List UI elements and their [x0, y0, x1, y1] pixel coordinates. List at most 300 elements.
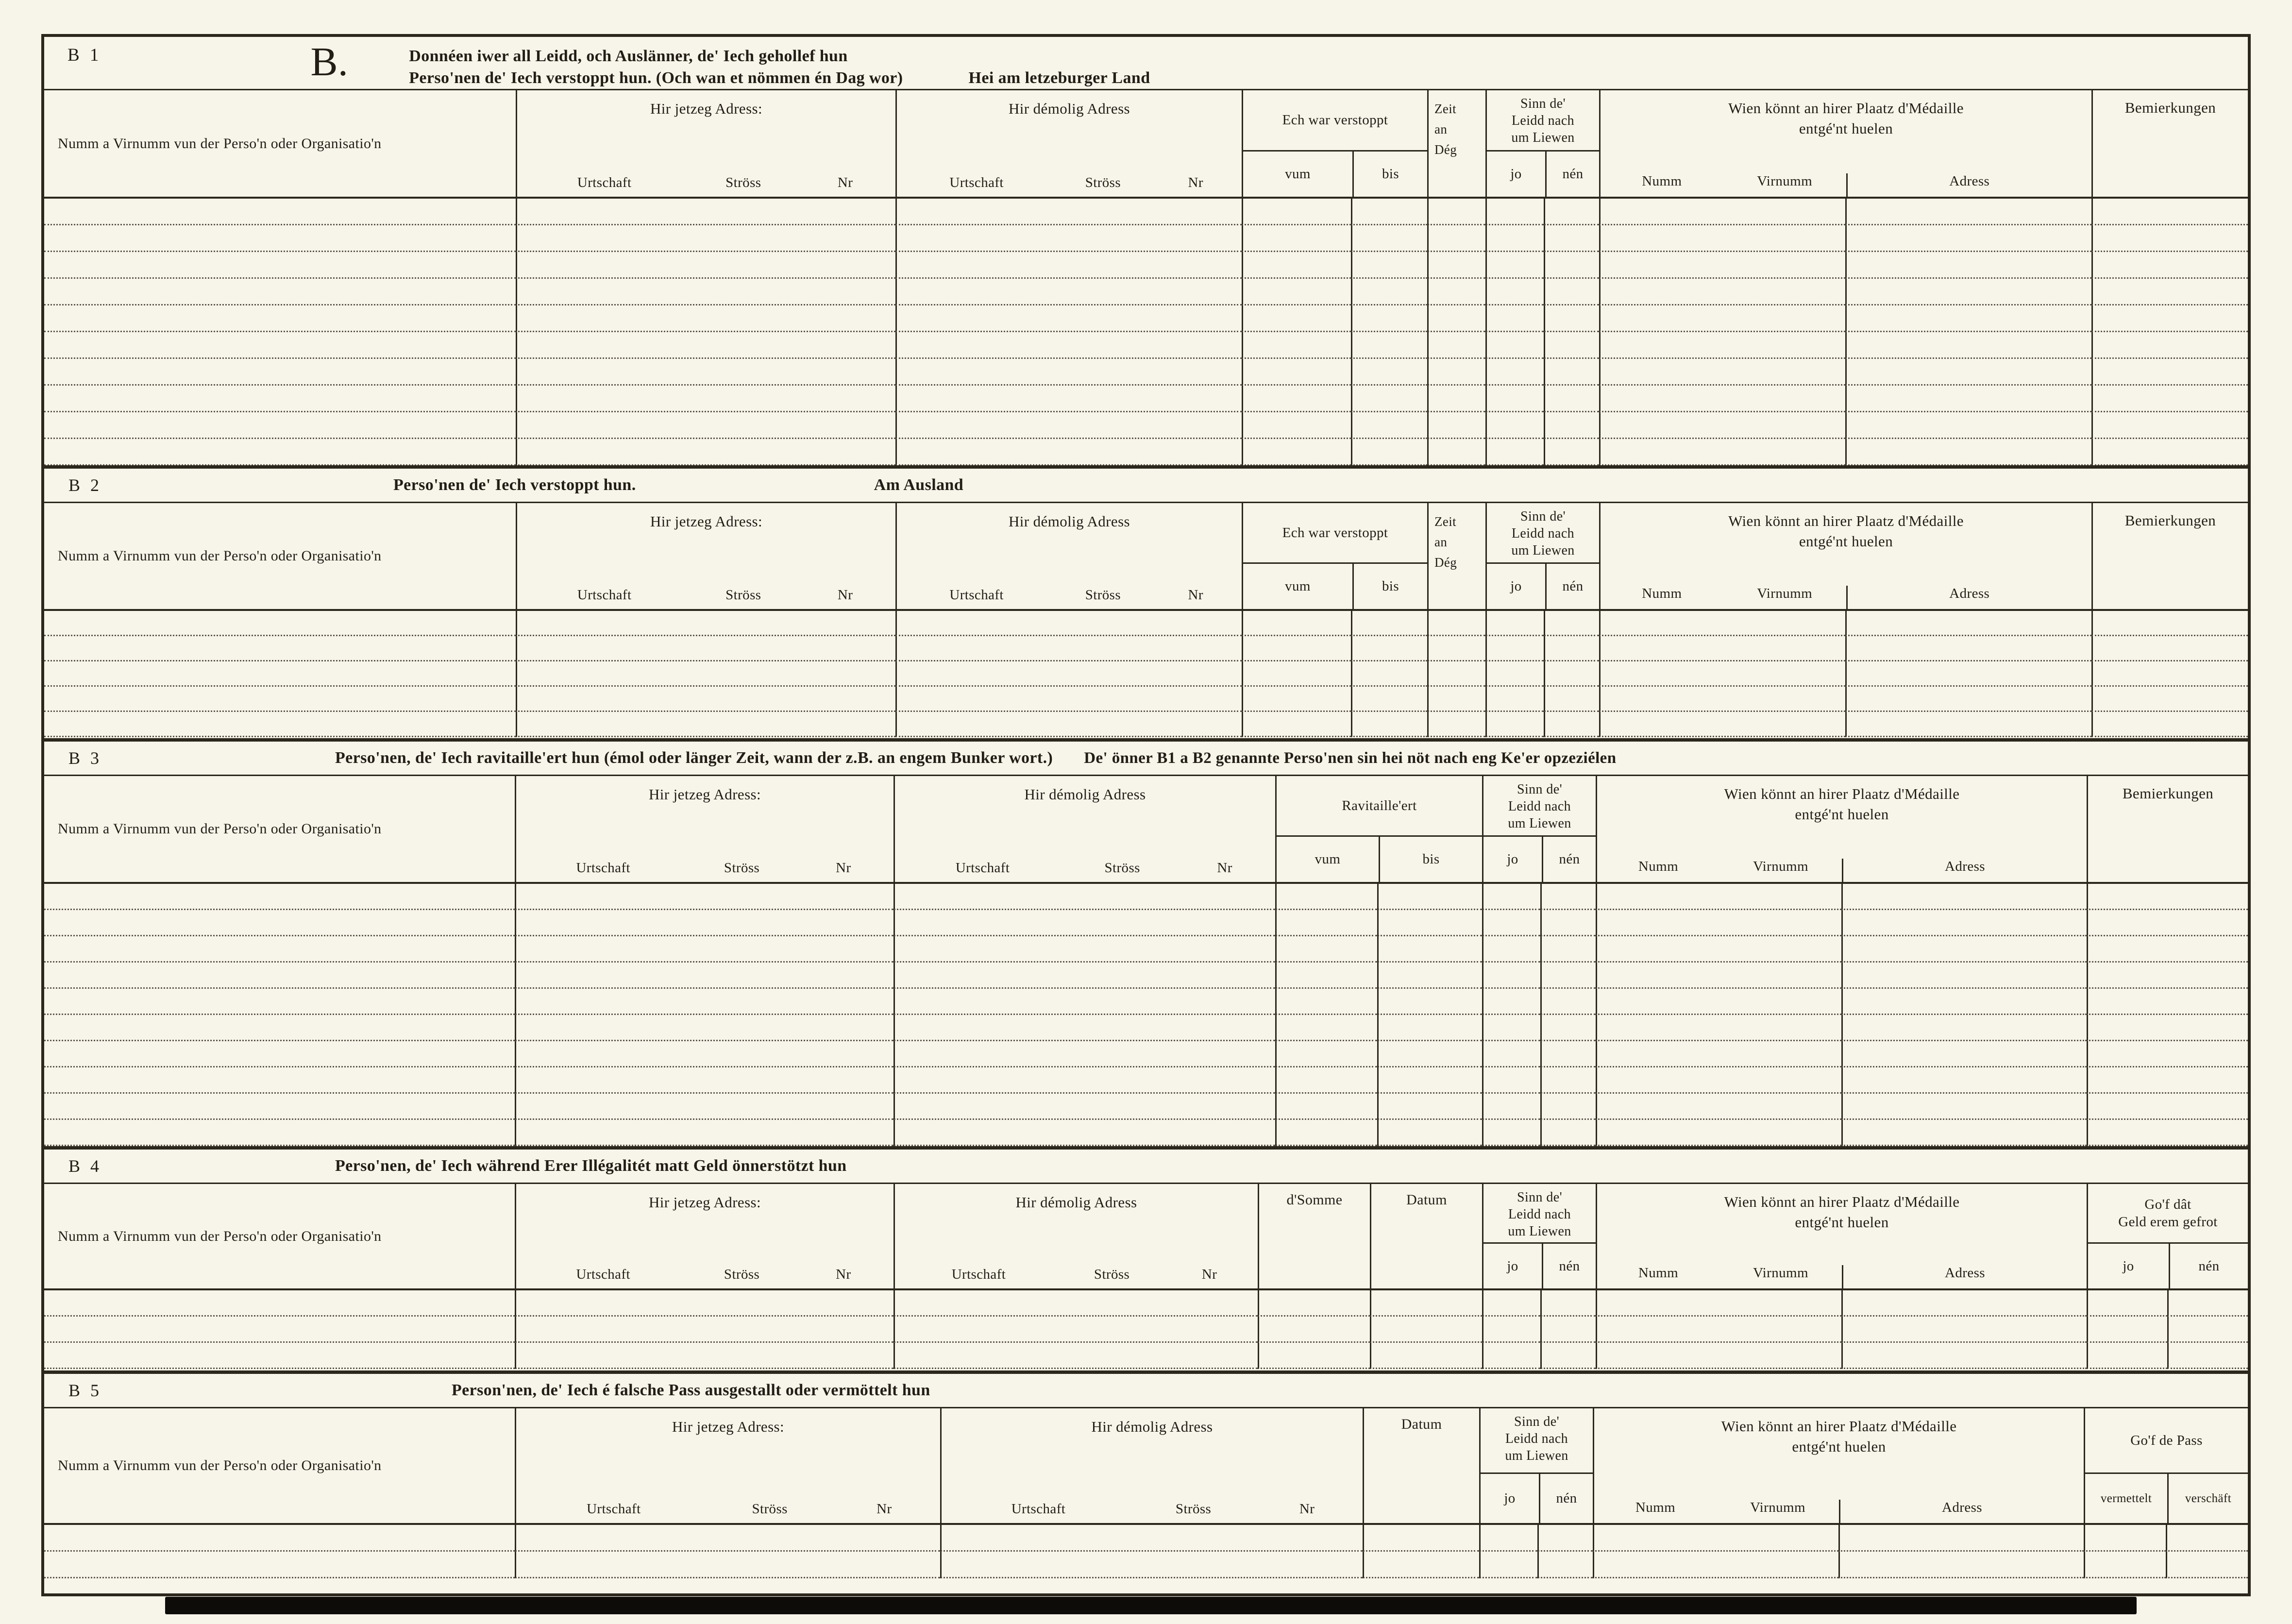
- cell-jo: [1485, 279, 1544, 305]
- sub-label-nr: Nr: [1201, 1267, 1217, 1282]
- cell-nen: [1544, 412, 1599, 439]
- sub-label-urtschaft: Urtschaft: [576, 860, 630, 876]
- b4-title-strip: [44, 1146, 2248, 1184]
- sub-label-adress: Adress: [1942, 1500, 1982, 1515]
- cell-bis: [1351, 712, 1427, 737]
- cell-jetzeg-adress: [516, 199, 895, 225]
- cell-wien-numm-virnumm: [1599, 386, 1845, 412]
- cell-wien-adress: [1845, 611, 2091, 636]
- cell-bis: [1351, 252, 1427, 279]
- sub-label-urtschaft: Urtschaft: [955, 860, 1010, 876]
- table-row: [44, 910, 2248, 936]
- cell-gof-jo: [2087, 1317, 2167, 1343]
- table-row: [44, 1343, 2248, 1369]
- cell-jo: [1485, 611, 1544, 636]
- cell-jo: [1485, 636, 1544, 661]
- sub-label-virnumm: Virnumm: [1753, 859, 1808, 874]
- cell-nen: [1544, 661, 1599, 687]
- cell-wien-numm-virnumm: [1599, 687, 1845, 712]
- cell-jo: [1482, 963, 1540, 989]
- column-header-wien-medaille: [1599, 90, 2091, 197]
- cell-wien-adress: [1841, 1317, 2087, 1343]
- cell-vum: [1275, 1041, 1377, 1067]
- cell-nen: [1540, 1343, 1596, 1369]
- cell-wien-numm-virnumm: [1599, 412, 1845, 439]
- cell-bis: [1351, 636, 1427, 661]
- cell-demolig-adress: [895, 712, 1242, 737]
- table-row: [44, 412, 2248, 439]
- cell-vum: [1275, 910, 1377, 936]
- demolig-adress-label: Hir démolig Adress: [1008, 513, 1130, 530]
- cell-zeit: [1427, 252, 1485, 279]
- table-row: [44, 1015, 2248, 1041]
- cell-name: [44, 332, 516, 359]
- sub-label-urtschaft: Urtschaft: [1011, 1501, 1066, 1517]
- jetzeg-sub-labels: [520, 1501, 936, 1517]
- column-header-sinn-leidd: [1479, 1408, 1593, 1523]
- cell-jetzeg-adress: [515, 884, 893, 910]
- sub-label-stross: Ströss: [752, 1501, 788, 1517]
- sub-label-vum: vum: [1315, 851, 1341, 867]
- cell-datum: [1370, 1317, 1482, 1343]
- sub-label-verschaft: verschäft: [2167, 1474, 2248, 1523]
- sinn-line3: um Liewen: [1508, 1224, 1571, 1239]
- jetzeg-sub-labels: [520, 1267, 890, 1283]
- cell-wien-adress: [1841, 1120, 2087, 1146]
- sub-label-adress: Adress: [1949, 173, 1990, 189]
- cell-wien-adress: [1845, 252, 2091, 279]
- wien-left-half: [1601, 586, 1846, 609]
- sub-label-jo: jo: [1504, 1490, 1516, 1506]
- jo-nen-row: [1487, 150, 1599, 197]
- b2-title: Perso'nen de' Iech verstoppt hun.: [393, 476, 636, 494]
- sub-label-nen: nén: [1542, 837, 1596, 882]
- cell-bemierkungen: [2091, 305, 2248, 332]
- wien-line1: Wien könnt an hirer Plaatz d'Médaille: [1724, 785, 1960, 802]
- sinn-line1: Sinn de': [1514, 1414, 1560, 1429]
- sub-label-jo: jo: [2123, 1258, 2134, 1274]
- wien-sub-labels: [1597, 859, 2087, 882]
- wien-left-half: [1597, 1265, 1842, 1288]
- column-header-name: [44, 776, 515, 882]
- cell-jo: [1482, 936, 1540, 963]
- cell-bis: [1351, 332, 1427, 359]
- b2-subtitle: Am Ausland: [874, 476, 964, 494]
- cell-jo: [1482, 1015, 1540, 1041]
- cell-jetzeg-adress: [516, 661, 895, 687]
- cell-wien-adress: [1845, 687, 2091, 712]
- scan-edge-bar: [165, 1597, 2137, 1614]
- cell-pass-verschaft: [2166, 1552, 2248, 1578]
- table-row: [44, 611, 2248, 636]
- sub-label-nen: nén: [1545, 564, 1599, 609]
- cell-wien-adress: [1838, 1552, 2084, 1578]
- wien-line2: entgé'nt huelen: [1799, 119, 1893, 137]
- cell-bemierkungen: [2087, 936, 2248, 963]
- sub-label-bis: bis: [1352, 152, 1427, 197]
- cell-name: [44, 1120, 515, 1146]
- cell-vum: [1242, 199, 1351, 225]
- cell-wien-numm-virnumm: [1599, 661, 1845, 687]
- cell-wien-adress: [1841, 1290, 2087, 1317]
- cell-bemierkungen: [2091, 225, 2248, 252]
- cell-jetzeg-adress: [515, 1525, 940, 1552]
- cell-jetzeg-adress: [516, 305, 895, 332]
- column-header-demolig-adress: [895, 90, 1242, 197]
- zeit-label-line3: Dég: [1434, 555, 1457, 570]
- sub-label-vum: vum: [1285, 578, 1311, 594]
- table-row: [44, 1094, 2248, 1120]
- cell-bis: [1351, 279, 1427, 305]
- cell-nen: [1544, 439, 1599, 465]
- cell-bemierkungen: [2091, 412, 2248, 439]
- sub-label-nr: Nr: [837, 175, 853, 190]
- cell-wien-adress: [1845, 636, 2091, 661]
- sinn-line2: Leidd nach: [1508, 799, 1571, 814]
- verstoppt-label: Ech war verstoppt: [1282, 112, 1388, 128]
- sub-label-stross: Ströss: [1094, 1267, 1130, 1282]
- sub-label-stross: Ströss: [725, 175, 761, 190]
- cell-name: [44, 936, 515, 963]
- cell-vum: [1242, 439, 1351, 465]
- b4-section-id: B 4: [68, 1156, 102, 1176]
- cell-vum: [1275, 1094, 1377, 1120]
- table-row: [44, 884, 2248, 910]
- sub-label-urtschaft: Urtschaft: [949, 587, 1004, 603]
- table-row: [44, 1290, 2248, 1317]
- cell-zeit: [1427, 412, 1485, 439]
- section-b4: [44, 1146, 2248, 1370]
- sub-label-nen: nén: [1542, 1244, 1596, 1288]
- cell-wien-adress: [1841, 1067, 2087, 1094]
- cell-gof-nen: [2167, 1317, 2248, 1343]
- sinn-label: [1483, 776, 1596, 835]
- cell-bis: [1351, 687, 1427, 712]
- cell-demolig-adress: [895, 279, 1242, 305]
- column-header-gof-pass: [2084, 1408, 2248, 1523]
- sub-label-urtschaft: Urtschaft: [576, 1267, 630, 1282]
- cell-bis: [1377, 963, 1482, 989]
- cell-name: [44, 199, 516, 225]
- cell-datum: [1363, 1525, 1479, 1552]
- vum-bis-row: [1277, 835, 1482, 882]
- demolig-sub-labels: [899, 860, 1271, 876]
- column-header-zeit-an-deg: [1427, 503, 1485, 609]
- cell-zeit: [1427, 279, 1485, 305]
- cell-jo: [1482, 1094, 1540, 1120]
- b2-title-strip: [44, 465, 2248, 503]
- cell-jo: [1482, 989, 1540, 1015]
- column-header-datum: [1363, 1408, 1479, 1523]
- cell-wien-adress: [1845, 712, 2091, 737]
- demolig-adress-label: Hir démolig Adress: [1015, 1194, 1137, 1211]
- b1-big-letter: B.: [310, 39, 349, 85]
- ravitailleert-label: Ravitaille'ert: [1342, 797, 1417, 813]
- cell-gof-nen: [2167, 1343, 2248, 1369]
- cell-demolig-adress: [893, 936, 1275, 963]
- sinn-line3: um Liewen: [1505, 1448, 1568, 1463]
- cell-jetzeg-adress: [516, 386, 895, 412]
- cell-bis: [1377, 1041, 1482, 1067]
- cell-name: [44, 1067, 515, 1094]
- table-row: [44, 1041, 2248, 1067]
- cell-bemierkungen: [2091, 439, 2248, 465]
- sub-label-stross: Ströss: [724, 860, 760, 876]
- jo-nen-row: [1483, 835, 1596, 882]
- sinn-line1: Sinn de': [1517, 782, 1563, 797]
- jo-nen-row: [2088, 1242, 2248, 1288]
- b3-title-suffix: De' önner B1 a B2 genannte Perso'nen sin hei nöt nach eng Ke'er opzeziélen: [1084, 749, 1617, 767]
- sub-label-stross: Ströss: [1175, 1501, 1212, 1517]
- table-row: [44, 1552, 2248, 1578]
- cell-bemierkungen: [2091, 712, 2248, 737]
- cell-wien-numm-virnumm: [1596, 884, 1841, 910]
- name-col-label: Numm a Virnumm vun der Perso'n oder Organisatio'n: [58, 135, 382, 152]
- cell-nen: [1540, 1317, 1596, 1343]
- sub-label-nen: nén: [1545, 152, 1599, 197]
- jo-nen-row: [1481, 1472, 1593, 1523]
- somme-label: d'Somme: [1286, 1192, 1343, 1208]
- wien-right-half: [1842, 1265, 2087, 1288]
- cell-vum: [1242, 225, 1351, 252]
- cell-jetzeg-adress: [515, 1317, 893, 1343]
- cell-jetzeg-adress: [516, 359, 895, 386]
- sub-label-virnumm: Virnumm: [1757, 173, 1813, 189]
- cell-vum: [1242, 279, 1351, 305]
- cell-vum: [1275, 936, 1377, 963]
- demolig-sub-labels: [901, 587, 1238, 603]
- cell-demolig-adress: [895, 305, 1242, 332]
- cell-bemierkungen: [2091, 359, 2248, 386]
- b5-title: Person'nen, de' Iech é falsche Pass ausgestallt oder vermöttelt hun: [452, 1381, 930, 1399]
- sub-label-nr: Nr: [1299, 1501, 1315, 1517]
- wien-label: [1601, 503, 2091, 552]
- cell-wien-adress: [1841, 936, 2087, 963]
- column-header-jetzeg-adress: [515, 776, 893, 882]
- sub-label-urtschaft: Urtschaft: [577, 587, 632, 603]
- sub-label-stross: Ströss: [1085, 175, 1121, 190]
- cell-nen: [1544, 712, 1599, 737]
- cell-vum: [1242, 661, 1351, 687]
- b2-section-id: B 2: [68, 475, 102, 495]
- cell-wien-adress: [1845, 386, 2091, 412]
- column-header-sinn-leidd: [1485, 503, 1599, 609]
- b3-column-headers: [44, 776, 2248, 884]
- cell-nen: [1540, 963, 1596, 989]
- sub-label-urtschaft: Urtschaft: [587, 1501, 641, 1517]
- cell-name: [44, 279, 516, 305]
- cell-name: [44, 225, 516, 252]
- cell-jetzeg-adress: [516, 332, 895, 359]
- cell-nen: [1544, 636, 1599, 661]
- cell-bemierkungen: [2087, 1041, 2248, 1067]
- wien-sub-labels: [1601, 586, 2091, 609]
- column-header-jetzeg-adress: [516, 90, 895, 197]
- cell-bis: [1377, 936, 1482, 963]
- column-header-wien-medaille: [1596, 1184, 2087, 1288]
- b2-column-headers: [44, 503, 2248, 611]
- cell-name: [44, 910, 515, 936]
- cell-jetzeg-adress: [516, 279, 895, 305]
- table-row: [44, 225, 2248, 252]
- cell-jo: [1485, 225, 1544, 252]
- table-row: [44, 1317, 2248, 1343]
- cell-zeit: [1427, 439, 1485, 465]
- cell-jetzeg-adress: [516, 636, 895, 661]
- cell-wien-numm-virnumm: [1599, 305, 1845, 332]
- cell-jo: [1485, 332, 1544, 359]
- cell-wien-numm-virnumm: [1599, 279, 1845, 305]
- cell-wien-numm-virnumm: [1599, 252, 1845, 279]
- cell-nen: [1544, 386, 1599, 412]
- gof-pass-label: Go'f de Pass: [2130, 1432, 2203, 1448]
- cell-bis: [1377, 884, 1482, 910]
- cell-jo: [1485, 386, 1544, 412]
- cell-zeit: [1427, 712, 1485, 737]
- datum-label: Datum: [1401, 1416, 1442, 1432]
- wien-line1: Wien könnt an hirer Plaatz d'Médaille: [1724, 1193, 1960, 1210]
- cell-gof-jo: [2087, 1290, 2167, 1317]
- cell-nen: [1544, 359, 1599, 386]
- cell-jetzeg-adress: [515, 1015, 893, 1041]
- cell-demolig-adress: [895, 225, 1242, 252]
- cell-name: [44, 661, 516, 687]
- sinn-label: [1487, 503, 1599, 562]
- table-row: [44, 712, 2248, 737]
- column-header-name: [44, 90, 516, 197]
- cell-nen: [1540, 1067, 1596, 1094]
- cell-jetzeg-adress: [515, 1343, 893, 1369]
- cell-wien-numm-virnumm: [1599, 359, 1845, 386]
- cell-name: [44, 611, 516, 636]
- sub-label-nr: Nr: [836, 1267, 851, 1282]
- cell-wien-adress: [1845, 199, 2091, 225]
- cell-wien-numm-virnumm: [1596, 1317, 1841, 1343]
- cell-demolig-adress: [895, 412, 1242, 439]
- column-header-demolig-adress: [895, 503, 1242, 609]
- sub-label-jo: jo: [1507, 851, 1518, 867]
- cell-wien-numm-virnumm: [1596, 989, 1841, 1015]
- column-header-wien-medaille: [1596, 776, 2087, 882]
- cell-wien-adress: [1841, 989, 2087, 1015]
- cell-demolig-adress: [893, 884, 1275, 910]
- cell-bis: [1351, 412, 1427, 439]
- column-header-ech-war-verstoppt: [1242, 90, 1427, 197]
- cell-datum: [1370, 1290, 1482, 1317]
- cell-gof-nen: [2167, 1290, 2248, 1317]
- cell-jo: [1485, 359, 1544, 386]
- cell-jetzeg-adress: [516, 687, 895, 712]
- cell-demolig-adress: [893, 1015, 1275, 1041]
- cell-wien-numm-virnumm: [1599, 611, 1845, 636]
- cell-jo: [1482, 1317, 1540, 1343]
- column-header-jetzeg-adress: [516, 503, 895, 609]
- cell-jo: [1482, 910, 1540, 936]
- cell-name: [44, 439, 516, 465]
- jetzeg-adress-label: Hir jetzeg Adress:: [672, 1418, 785, 1435]
- datum-label: Datum: [1406, 1192, 1447, 1208]
- cell-jetzeg-adress: [515, 1552, 940, 1578]
- wien-sub-labels: [1597, 1265, 2087, 1288]
- cell-demolig-adress: [895, 611, 1242, 636]
- cell-name: [44, 1015, 515, 1041]
- wien-left-half: [1597, 859, 1842, 882]
- cell-nen: [1540, 1290, 1596, 1317]
- cell-bemierkungen: [2087, 1120, 2248, 1146]
- cell-wien-numm-virnumm: [1596, 1120, 1841, 1146]
- cell-wien-numm-virnumm: [1596, 1094, 1841, 1120]
- cell-name: [44, 636, 516, 661]
- cell-nen: [1540, 1120, 1596, 1146]
- cell-vum: [1275, 1067, 1377, 1094]
- sub-label-nr: Nr: [836, 860, 851, 876]
- cell-wien-numm-virnumm: [1596, 963, 1841, 989]
- sinn-line3: um Liewen: [1511, 130, 1575, 145]
- cell-bemierkungen: [2091, 252, 2248, 279]
- cell-nen: [1540, 1041, 1596, 1067]
- column-header-sinn-leidd: [1482, 1184, 1596, 1288]
- cell-wien-numm-virnumm: [1599, 225, 1845, 252]
- column-header-sinn-leidd: [1482, 776, 1596, 882]
- sub-label-numm: Numm: [1642, 586, 1682, 601]
- sub-label-nr: Nr: [1188, 587, 1203, 603]
- cell-pass-vermettelt: [2084, 1525, 2166, 1552]
- wien-label: [1594, 1408, 2084, 1457]
- cell-zeit: [1427, 636, 1485, 661]
- sinn-label: [1487, 90, 1599, 150]
- b1-title-line1: Donnéen iwer all Leidd, och Auslänner, de' Iech gehollef hun: [409, 47, 848, 65]
- column-header-bemierkungen: [2091, 503, 2248, 609]
- cell-pass-vermettelt: [2084, 1552, 2166, 1578]
- demolig-sub-labels: [945, 1501, 1359, 1517]
- cell-vum: [1242, 687, 1351, 712]
- cell-demolig-adress: [895, 332, 1242, 359]
- sub-label-adress: Adress: [1945, 859, 1985, 874]
- cell-jetzeg-adress: [516, 439, 895, 465]
- cell-jetzeg-adress: [515, 989, 893, 1015]
- section-b2: [44, 465, 2248, 738]
- cell-zeit: [1427, 225, 1485, 252]
- cell-jetzeg-adress: [516, 712, 895, 737]
- cell-demolig-adress: [940, 1525, 1363, 1552]
- wien-label: [1597, 1184, 2087, 1233]
- cell-vum: [1242, 611, 1351, 636]
- cell-jo: [1485, 252, 1544, 279]
- sub-label-virnumm: Virnumm: [1753, 1265, 1808, 1281]
- table-row: [44, 687, 2248, 712]
- cell-wien-numm-virnumm: [1596, 1067, 1841, 1094]
- cell-datum: [1363, 1552, 1479, 1578]
- column-header-name: [44, 1408, 515, 1523]
- cell-bemierkungen: [2087, 1067, 2248, 1094]
- b1-section-id: B 1: [67, 45, 102, 65]
- cell-bis: [1377, 1067, 1482, 1094]
- cell-name: [44, 1317, 515, 1343]
- cell-jetzeg-adress: [515, 963, 893, 989]
- cell-bemierkungen: [2087, 910, 2248, 936]
- cell-bemierkungen: [2091, 611, 2248, 636]
- form-frame: [41, 34, 2251, 1596]
- cell-vum: [1242, 252, 1351, 279]
- cell-vum: [1275, 1015, 1377, 1041]
- cell-zeit: [1427, 332, 1485, 359]
- table-row: [44, 386, 2248, 412]
- sinn-line3: um Liewen: [1511, 543, 1575, 558]
- cell-demolig-adress: [893, 1094, 1275, 1120]
- sub-label-vum: vum: [1285, 166, 1311, 182]
- cell-wien-numm-virnumm: [1599, 712, 1845, 737]
- column-header-somme: [1258, 1184, 1370, 1288]
